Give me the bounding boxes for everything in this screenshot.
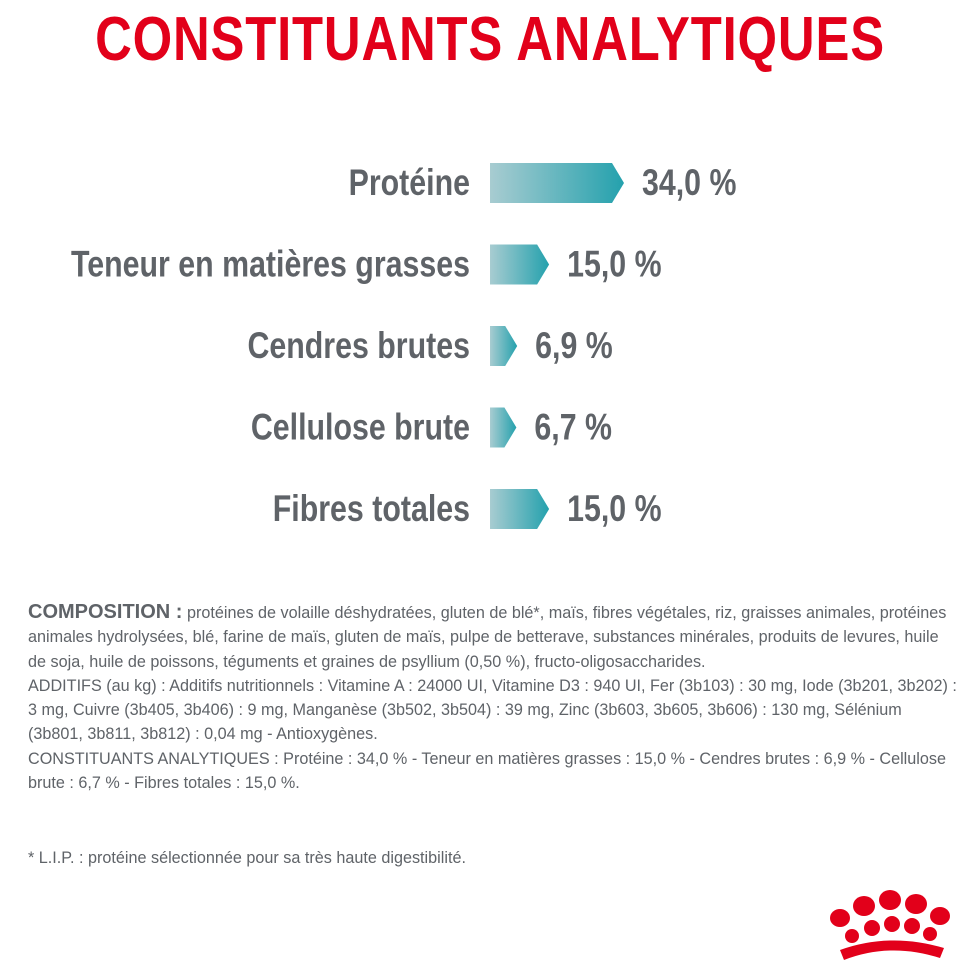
royal-canin-crown-icon [822, 888, 962, 968]
bar [490, 163, 624, 203]
footnote: * L.I.P. : protéine sélectionnée pour sa très haute digestibilité. [28, 849, 466, 867]
bar-category-label: Cellulose brute [250, 406, 471, 449]
bar [490, 408, 516, 448]
page-title: CONSTITUANTS ANALYTIQUES [95, 5, 885, 74]
bar [490, 326, 517, 366]
bar-value-label: 6,9 % [535, 325, 613, 367]
bar-category-label: Cendres brutes [247, 325, 471, 367]
bar-value-label: 34,0 % [642, 162, 737, 204]
bar-category-label: Teneur en matières grasses [70, 243, 471, 286]
composition-ingredients: protéines de volaille déshydratées, gluten de blé*, maïs, fibres végétales, riz, graisses animales, protéines animales hydrolysées, blé, farine de maïs, gluten de maïs, pulpe de betterave, substances minérales, produits de levures, huile de soja, huile de poissons, téguments et graines de psyllium (0,50 %), fructo-oligosaccharides. [28, 604, 947, 671]
analytical-bar-chart [0, 140, 980, 540]
bar-category-label: Protéine [348, 162, 471, 204]
bar-category-label: Fibres totales [272, 488, 471, 530]
bar-value-label: 15,0 % [567, 243, 662, 286]
analytical-paragraph: CONSTITUANTS ANALYTIQUES : Protéine : 34,0 % - Teneur en matières grasses : 15,0 % - Cendres brutes : 6,9 % - Cellulose brute : 6,7 % - Fibres totales : 15,0 %. [28, 749, 946, 793]
composition-block [28, 600, 958, 795]
composition-heading: COMPOSITION : [28, 601, 183, 623]
bar-value-label: 6,7 % [534, 406, 612, 449]
bar-value-label: 15,0 % [567, 488, 662, 530]
additives-paragraph: ADDITIFS (au kg) : Additifs nutritionnels : Vitamine A : 24000 UI, Vitamine D3 : 940 UI, Fer (3b103) : 30 mg, Iode (3b201, 3b202) : 3 mg, Cuivre (3b405, 3b406) : 9 mg, Manganèse (3b502, 3b504) : 39 mg, Zinc (3b603, 3b605, 3b606) : 130 mg, Sélénium (3b801, 3b811, 3b812) : 0,04 mg - Antioxygènes. [28, 676, 957, 744]
bar [490, 489, 549, 529]
bar [490, 245, 549, 285]
composition-paragraph [28, 600, 958, 674]
